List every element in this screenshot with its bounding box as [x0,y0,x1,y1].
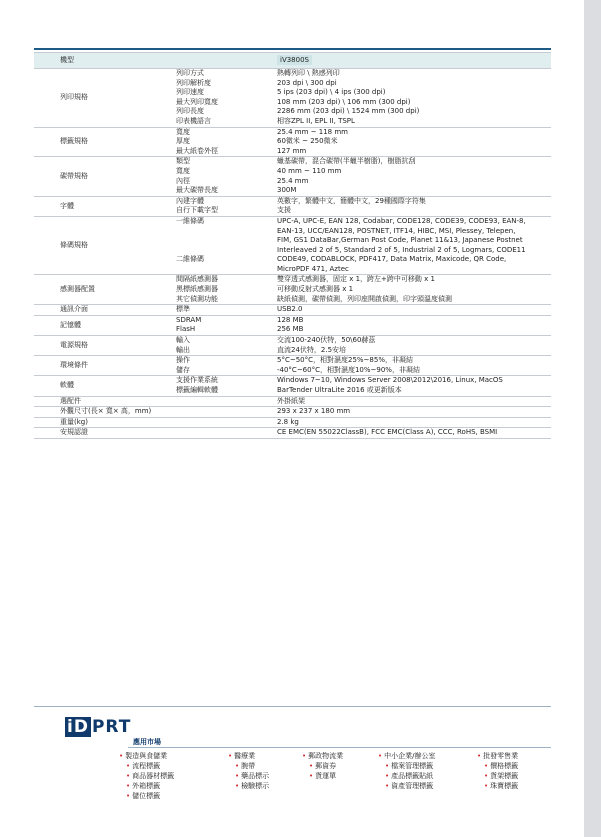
market-item: • 貨運單 [302,771,343,781]
spec-subcategory [174,236,272,246]
market-heading: • 製造與食儲業 [119,751,174,761]
spec-value: 雙穿透式感測器，固定 x 1，跨左+跨中可移動 x 1 [272,275,551,285]
spec-value: 交流100-240伏特，50\60赫茲 [272,336,551,346]
spec-subcategory: 列印長度 [176,107,204,116]
spec-subcategory: 自行下載字型 [174,206,272,216]
spec-subcategory: SDRAM [174,315,272,325]
spec-value: EAN-13, UCC/EAN128, POSTNET, ITF14, HIBC, MSI, Plessey, Telepen, [277,226,516,235]
market-item: • 腕帶 [228,761,269,771]
spec-category: 安規認證 [34,428,272,439]
spec-value: 蠟基碳帶，混合碳帶(半蠟半樹脂)，樹脂抗刮 [272,157,551,167]
market-item: • 檔案管理標籤 [378,761,436,771]
spec-value: FIM, GS1 DataBar,German Post Code, Planet 11&13, Japanese Postnet [277,236,523,245]
spec-category: 環境條件 [34,356,174,376]
spec-subcategory: 列印解析度 [176,78,211,87]
spec-value: 英數字，繁體中文，簡體中文，29種國際字符集 [272,196,551,206]
spec-category: 碳帶規格 [34,157,174,196]
spec-subcategory: 支援作業系統 [174,376,272,386]
spec-value: Windows 7~10, Windows Server 2008\2012\2016, Linux, MacOS [272,376,551,386]
spec-category: 選配件 [34,396,272,407]
model-row [34,53,551,69]
spec-subcategory: 類型 [174,157,272,167]
spec-category: 感測器配置 [34,275,174,305]
spec-subcategory: 儲存 [174,366,272,376]
market-item: • 商品器材標籤 [119,771,174,781]
spec-row [34,428,551,439]
spec-row [34,196,551,206]
spec-subcategory: FlasH [174,325,272,335]
spec-row [34,216,551,226]
spec-value: 2286 mm (203 dpi) \ 1524 mm (300 dpi) [277,107,420,116]
spec-subcategory: 標籤編輯軟體 [174,386,272,396]
spec-subcategory [174,265,272,275]
spec-value: 256 MB [272,325,551,335]
spec-value: CODE49, CODABLOCK, PDF417, Data Matrix, Maxicode, QR Code, [277,255,507,264]
spec-subcategory [174,246,272,256]
spec-row [34,417,551,428]
spec-value: UPC-A, UPC-E, EAN 128, Codabar, CODE128, CODE39, CODE93, EAN-8, [272,216,551,226]
spec-subcategory: 內建字體 [174,196,272,206]
market-heading: • 郵政物流業 [302,751,343,761]
spec-subcategory: 寬度 [174,127,272,137]
market-heading: • 醫療業 [228,751,269,761]
market-item: • 儲位標籤 [119,791,174,801]
market-column [477,751,518,791]
spec-value: USB2.0 [272,305,551,316]
market-rule [128,747,551,748]
market-item: • 外箱標籤 [119,781,174,791]
spec-subcategory: 黑標紙感測器 [176,285,218,294]
spec-value: BarTender UltraLite 2016 或更新版本 [272,386,551,396]
spec-row [34,275,551,285]
spec-row [34,305,551,316]
spec-category: 外觀尺寸(長× 寬× 高，mm) [34,407,272,418]
model-label: 機型 [34,53,174,69]
spec-row [34,127,551,137]
market-item: • 流程標籤 [119,761,174,771]
spec-subcategory: 輸入 [174,336,272,346]
spec-row [34,315,551,325]
spec-category: 條碼規格 [34,216,174,275]
spec-subcategory: 間隔紙感測器 [174,275,272,285]
spec-subcategory: 一維條碼 [174,216,272,226]
spec-value: 25.4 mm [277,176,309,185]
market-item: • 價格標籤 [477,761,518,771]
spec-category: 列印規格 [34,69,174,128]
spec-row [34,336,551,346]
spec-value: CE EMC(EN 55022ClassB), FCC EMC(Class A), CCC, RoHS, BSMI [272,428,551,439]
spec-row [34,407,551,418]
spec-subcategory: 輸出 [174,346,272,356]
spec-subcategory: 寬度 [176,166,190,175]
spec-table [34,52,551,439]
market-item: • 珠寶標籤 [477,781,518,791]
idprt-logo [65,717,131,737]
spec-row [34,157,551,167]
spec-value: 293 x 237 x 180 mm [272,407,551,418]
spec-subcategory: 印表機語言 [174,117,272,127]
spec-value: 2.8 kg [272,417,551,428]
spec-subcategory: 其它偵測功能 [174,295,272,305]
spec-value: 300M [272,186,551,196]
spec-subcategory: 厚度 [176,137,190,146]
spec-value: 相容ZPL II, EPL II, TSPL [272,117,551,127]
viewer-scroll-margin [584,0,601,837]
spec-category: 電源規格 [34,336,174,356]
market-column [302,751,343,781]
spec-subcategory: 內徑 [176,176,190,185]
spec-category: 標籤規格 [34,127,174,157]
logo-box: iD [67,717,89,737]
spec-subcategory [174,227,272,237]
spec-value: Interleaved 2 of 5, Standard 2 of 5, Industrial 2 of 5, Logmars, CODE11 [277,245,526,254]
spec-category: 字體 [34,196,174,216]
market-title: 應用市場 [133,738,161,746]
market-item: • 藥品標示 [228,771,269,781]
market-column [378,751,436,791]
market-item: • 檢驗標示 [228,781,269,791]
spec-value: 5 ips (203 dpi) \ 4 ips (300 dpi) [277,88,386,97]
spec-value: 支援 [272,206,551,216]
spec-subcategory: 操作 [174,356,272,366]
spec-value: 直流24伏特，2.5安培 [272,346,551,356]
spec-value: 熱轉列印 \ 熱感列印 [272,69,551,79]
spec-subcategory: 列印方式 [174,69,272,79]
spec-category: 重量(kg) [34,417,272,428]
model-value: iV3800S [277,55,312,65]
spec-subcategory: 最大列印寬度 [176,97,218,106]
spec-value: 25.4 mm ~ 118 mm [272,127,551,137]
spec-value: 127 mm [272,147,551,157]
model-sub [174,53,272,69]
spec-subcategory: 二維條碼 [176,255,204,264]
spec-value: 5°C~50°C，相對濕度25%~85%，非凝結 [272,356,551,366]
footer-rule [34,706,551,707]
spec-row [34,356,551,366]
model-value-cell [272,53,551,69]
market-item: • 郵資券 [302,761,343,771]
spec-value: 108 mm (203 dpi) \ 106 mm (300 dpi) [277,97,411,106]
spec-subcategory: 最大紙卷外徑 [174,147,272,157]
market-column [228,751,269,791]
spec-value: 40 mm ~ 110 mm [277,166,342,175]
spec-category: 記憶體 [34,315,174,335]
spec-subcategory: 列印速度 [176,88,204,97]
spec-row [34,396,551,407]
spec-category: 軟體 [34,376,174,396]
spec-value: 缺紙偵測，碳帶偵測，列印座開啟偵測，印字頭溫度偵測 [272,295,551,305]
spec-value: 128 MB [272,315,551,325]
spec-value: -40°C~60°C，相對濕度10%~90%，非凝結 [272,366,551,376]
market-item: • 資產管理標籤 [378,781,436,791]
spec-value: 60微米 ~ 250微米 [277,137,338,146]
market-heading: • 中小企業/辦公室 [378,751,436,761]
spec-row [34,376,551,386]
spec-value: 可移動反射式感測器 x 1 [277,285,354,294]
spec-value: 203 dpi \ 300 dpi [277,78,337,87]
spec-subcategory: 最大碳帶長度 [174,186,272,196]
market-column [119,751,174,801]
header-rule [34,48,551,50]
market-item: • 產品標籤貼紙 [378,771,436,781]
spec-value: MicroPDF 471, Aztec [272,265,551,275]
market-heading: • 批發零售業 [477,751,518,761]
spec-row [34,69,551,79]
spec-category: 通訊介面 [34,305,174,316]
logo-text: PRT [91,717,132,737]
spec-subcategory: 標準 [174,305,272,316]
market-item: • 貨架標籤 [477,771,518,781]
spec-value: 外掛紙架 [272,396,551,407]
